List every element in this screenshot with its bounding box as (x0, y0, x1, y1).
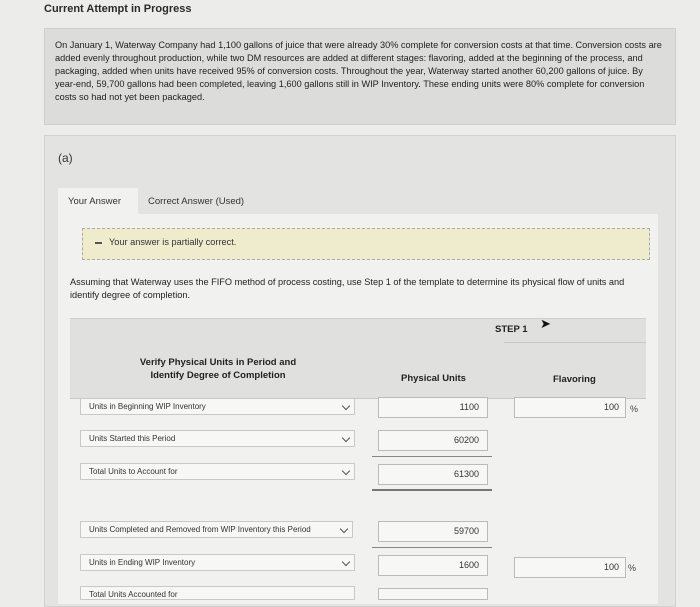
cursor-icon: ➤ (540, 316, 551, 331)
step-label: STEP 1 (495, 324, 528, 335)
tab-correct-answer[interactable]: Correct Answer (Used) (148, 196, 245, 207)
total-rule (372, 547, 492, 548)
problem-text: On January 1, Waterway Company had 1,100 gallons of juice that were already 30% complete for conversion costs at that time. Conversion costs are added evenly throughout production, while two DM resources are added at different stages: flavoring, added at the beginning of the process, and packaging, added when units have received 95% of conversion costs. Throughout the year, Waterway started another 60,200 gallons of juice. By year-end, 59,700 gallons had been completed, leaving 1,600 gallons still in WIP Inventory. These ending units were 80% complete for conversion costs so had not yet been packaged. (55, 40, 662, 102)
select-value: Units in Beginning WIP Inventory (89, 402, 206, 411)
total-rule (372, 456, 492, 457)
select-value: Total Units to Account for (89, 467, 178, 476)
instructions-text: Assuming that Waterway uses the FIFO method of process costing, use Step 1 of the template to determine its physical flow of units and identify degree of completion. (70, 277, 625, 300)
step-divider (504, 342, 646, 343)
chevron-down-icon (342, 402, 350, 410)
page-title: Current Attempt in Progress (44, 3, 192, 15)
header-flavoring: Flavoring (553, 374, 596, 385)
partial-correct-icon (95, 242, 102, 244)
row-label-select[interactable] (80, 554, 355, 571)
chevron-down-icon (340, 525, 348, 533)
select-value: Total Units Accounted for (89, 590, 178, 599)
row-label-select[interactable] (80, 430, 355, 447)
physical-units-input[interactable]: 59700 (378, 521, 488, 542)
select-value: Units in Ending WIP Inventory (89, 558, 196, 567)
tab-your-answer[interactable]: Your Answer (68, 196, 121, 207)
select-value: Units Completed and Removed from WIP Inventory this Period (89, 525, 311, 534)
flavoring-percent-input[interactable]: 100 (514, 397, 626, 418)
row-label-select[interactable] (80, 398, 355, 415)
row-label-select[interactable] (80, 521, 353, 538)
physical-units-input[interactable]: 1100 (378, 397, 488, 418)
flavoring-percent-input[interactable]: 100 (514, 557, 626, 578)
double-rule (372, 489, 492, 491)
physical-units-input[interactable]: 1600 (378, 555, 488, 576)
select-value: Units Started this Period (89, 434, 176, 443)
physical-units-input[interactable] (378, 588, 488, 600)
row-label-select[interactable] (80, 463, 355, 480)
feedback-text: Your answer is partially correct. (109, 237, 237, 247)
percent-sign: % (628, 563, 637, 573)
chevron-down-icon (342, 467, 350, 475)
header-verify: Verify Physical Units in Period and Identify Degree of Completion (139, 357, 297, 381)
chevron-down-icon (342, 434, 350, 442)
part-label: (a) (58, 151, 73, 165)
physical-units-input[interactable]: 60200 (378, 430, 488, 451)
row-label-select[interactable] (80, 586, 355, 600)
physical-units-input[interactable]: 61300 (378, 464, 488, 485)
chevron-down-icon (342, 558, 350, 566)
header-physical-units: Physical Units (401, 373, 466, 384)
percent-sign: % (630, 404, 639, 414)
feedback-banner (82, 228, 650, 260)
problem-statement (44, 28, 676, 125)
